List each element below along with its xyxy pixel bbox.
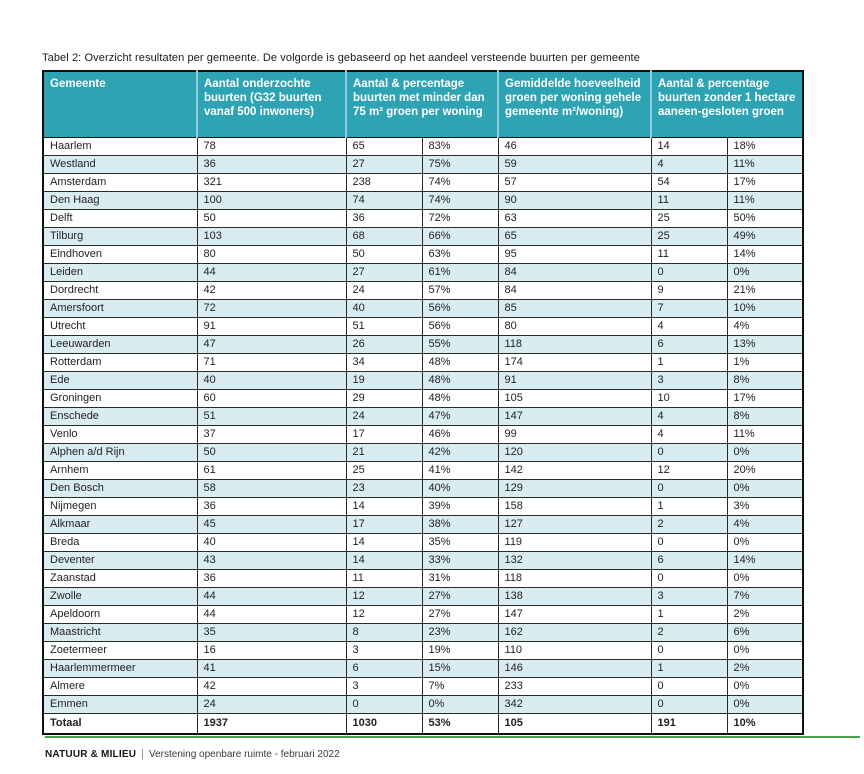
cell-value: 74% [422,173,498,191]
cell-value: 0 [651,533,727,551]
cell-value: 56% [422,317,498,335]
cell-value: 105 [498,713,651,734]
cell-value: 2% [727,659,803,677]
cell-value: 0% [727,263,803,281]
cell-value: 74% [422,191,498,209]
cell-value: 14 [346,497,422,515]
cell-value: 40 [197,371,346,389]
cell-value: 83% [422,137,498,155]
cell-value: 80 [197,245,346,263]
table-row [43,623,803,641]
cell-value: 4 [651,407,727,425]
cell-value: 46 [498,137,651,155]
cell-value: 21% [727,281,803,299]
cell-value: 35% [422,533,498,551]
cell-value: 146 [498,659,651,677]
cell-value: 174 [498,353,651,371]
cell-value: 120 [498,443,651,461]
cell-value: 24 [346,407,422,425]
cell-value: 9 [651,281,727,299]
cell-value: 3 [651,371,727,389]
table-row [43,155,803,173]
cell-value: 138 [498,587,651,605]
cell-value: 26 [346,335,422,353]
cell-value: 34 [346,353,422,371]
cell-gemeente: Arnhem [43,461,197,479]
cell-value: 46% [422,425,498,443]
cell-value: 132 [498,551,651,569]
cell-value: 2 [651,515,727,533]
cell-value: 50 [197,209,346,227]
cell-value: 191 [651,713,727,734]
cell-value: 0 [651,443,727,461]
table-row [43,695,803,713]
table-row [43,263,803,281]
table-row [43,299,803,317]
cell-value: 25 [651,227,727,245]
cell-value: 118 [498,569,651,587]
cell-value: 4 [651,317,727,335]
header-gemeente: Gemeente [43,71,197,137]
header-buurten-zonder-groen: Aantal & percentage buurten zonder 1 hectare aaneen-gesloten groen [651,71,803,137]
cell-value: 47 [197,335,346,353]
cell-gemeente: Leiden [43,263,197,281]
cell-gemeente: Alkmaar [43,515,197,533]
cell-gemeente: Den Haag [43,191,197,209]
cell-value: 66% [422,227,498,245]
cell-gemeente: Westland [43,155,197,173]
cell-value: 65 [498,227,651,245]
cell-value: 42 [197,677,346,695]
cell-value: 58 [197,479,346,497]
cell-gemeente: Zwolle [43,587,197,605]
cell-value: 15% [422,659,498,677]
cell-value: 36 [346,209,422,227]
table-row [43,317,803,335]
cell-value: 54 [651,173,727,191]
cell-value: 39% [422,497,498,515]
footer-divider-line [45,736,860,738]
cell-value: 3 [346,677,422,695]
cell-value: 36 [197,155,346,173]
cell-gemeente: Groningen [43,389,197,407]
cell-value: 65 [346,137,422,155]
table-row [43,497,803,515]
cell-value: 103 [197,227,346,245]
cell-value: 238 [346,173,422,191]
cell-value: 7 [651,299,727,317]
cell-value: 11 [346,569,422,587]
cell-value: 0 [651,695,727,713]
cell-value: 61% [422,263,498,281]
cell-value: 36 [197,569,346,587]
cell-value: 91 [498,371,651,389]
cell-value: 17 [346,515,422,533]
cell-value: 0% [727,533,803,551]
cell-value: 48% [422,371,498,389]
cell-value: 19% [422,641,498,659]
cell-value: 23% [422,623,498,641]
cell-value: 2 [651,623,727,641]
cell-gemeente: Totaal [43,713,197,734]
cell-value: 0% [727,569,803,587]
cell-value: 0% [727,695,803,713]
cell-value: 55% [422,335,498,353]
cell-value: 75% [422,155,498,173]
cell-gemeente: Zoetermeer [43,641,197,659]
cell-value: 56% [422,299,498,317]
cell-value: 7% [727,587,803,605]
cell-gemeente: Maastricht [43,623,197,641]
cell-value: 38% [422,515,498,533]
cell-value: 0% [727,443,803,461]
cell-value: 119 [498,533,651,551]
cell-gemeente: Haarlemmermeer [43,659,197,677]
cell-value: 27% [422,587,498,605]
cell-value: 27 [346,263,422,281]
cell-value: 41% [422,461,498,479]
cell-gemeente: Ede [43,371,197,389]
cell-gemeente: Apeldoorn [43,605,197,623]
cell-value: 12 [346,605,422,623]
table-row [43,587,803,605]
cell-value: 13% [727,335,803,353]
cell-value: 18% [727,137,803,155]
cell-value: 43 [197,551,346,569]
cell-value: 4% [727,317,803,335]
cell-value: 6 [346,659,422,677]
cell-value: 14 [346,551,422,569]
page-footer [45,736,860,760]
table-row [43,335,803,353]
table-row [43,137,803,155]
cell-value: 8% [727,371,803,389]
cell-value: 12 [651,461,727,479]
cell-value: 17 [346,425,422,443]
cell-value: 0 [651,641,727,659]
cell-gemeente: Leeuwarden [43,335,197,353]
cell-value: 129 [498,479,651,497]
cell-value: 0% [727,677,803,695]
cell-value: 14 [346,533,422,551]
cell-value: 40% [422,479,498,497]
cell-value: 6% [727,623,803,641]
table-row [43,533,803,551]
cell-value: 41 [197,659,346,677]
cell-value: 1 [651,353,727,371]
table-row [43,677,803,695]
cell-value: 4 [651,155,727,173]
cell-value: 44 [197,605,346,623]
table-row [43,389,803,407]
cell-value: 6 [651,335,727,353]
table-row [43,605,803,623]
cell-value: 20% [727,461,803,479]
cell-value: 61 [197,461,346,479]
cell-value: 50 [346,245,422,263]
cell-value: 11 [651,245,727,263]
cell-value: 99 [498,425,651,443]
footer-text [45,748,860,760]
cell-value: 8% [727,407,803,425]
cell-value: 42% [422,443,498,461]
table-row [43,281,803,299]
header-onderzochte-buurten: Aantal onderzochte buurten (G32 buurten vanaf 500 inwoners) [197,71,346,137]
cell-value: 85 [498,299,651,317]
cell-value: 90 [498,191,651,209]
table-row [43,551,803,569]
cell-value: 25 [346,461,422,479]
cell-value: 11% [727,155,803,173]
cell-value: 40 [197,533,346,551]
footer-doc-title: Verstening openbare ruimte - februari 2022 [149,749,340,760]
cell-value: 72% [422,209,498,227]
cell-gemeente: Emmen [43,695,197,713]
header-row [43,71,803,137]
cell-value: 100 [197,191,346,209]
cell-value: 0% [727,641,803,659]
cell-gemeente: Venlo [43,425,197,443]
table-row [43,461,803,479]
cell-value: 40 [346,299,422,317]
cell-value: 49% [727,227,803,245]
cell-value: 31% [422,569,498,587]
cell-gemeente: Amsterdam [43,173,197,191]
cell-value: 95 [498,245,651,263]
cell-value: 0 [651,263,727,281]
cell-value: 8 [346,623,422,641]
table-row [43,659,803,677]
table-row [43,569,803,587]
table-row [43,245,803,263]
cell-value: 80 [498,317,651,335]
cell-value: 21 [346,443,422,461]
table-row [43,515,803,533]
cell-value: 1937 [197,713,346,734]
cell-value: 14 [651,137,727,155]
cell-value: 63% [422,245,498,263]
cell-value: 50 [197,443,346,461]
cell-value: 48% [422,389,498,407]
cell-value: 162 [498,623,651,641]
cell-value: 63 [498,209,651,227]
cell-value: 7% [422,677,498,695]
cell-value: 68 [346,227,422,245]
cell-value: 11 [651,191,727,209]
cell-value: 23 [346,479,422,497]
cell-value: 24 [197,695,346,713]
cell-value: 59 [498,155,651,173]
results-table [42,70,804,735]
cell-value: 24 [346,281,422,299]
cell-value: 74 [346,191,422,209]
cell-value: 342 [498,695,651,713]
cell-gemeente: Utrecht [43,317,197,335]
cell-value: 14% [727,551,803,569]
cell-value: 57% [422,281,498,299]
cell-value: 17% [727,173,803,191]
cell-value: 2% [727,605,803,623]
cell-value: 105 [498,389,651,407]
cell-value: 3 [651,587,727,605]
cell-value: 51 [197,407,346,425]
cell-gemeente: Zaanstad [43,569,197,587]
table-caption: Tabel 2: Overzicht resultaten per gemeente. De volgorde is gebaseerd op het aandeel versteende buurten per gemeente [42,52,640,64]
table-header [43,71,803,137]
cell-value: 11% [727,191,803,209]
cell-value: 1 [651,659,727,677]
cell-value: 1% [727,353,803,371]
table-row [43,425,803,443]
footer-separator: | [141,748,144,760]
cell-value: 37 [197,425,346,443]
cell-gemeente: Nijmegen [43,497,197,515]
cell-value: 1030 [346,713,422,734]
cell-value: 19 [346,371,422,389]
cell-value: 84 [498,281,651,299]
cell-value: 0% [422,695,498,713]
cell-value: 53% [422,713,498,734]
table-row [43,479,803,497]
cell-gemeente: Tilburg [43,227,197,245]
cell-value: 147 [498,605,651,623]
cell-value: 29 [346,389,422,407]
cell-value: 127 [498,515,651,533]
cell-value: 17% [727,389,803,407]
cell-gemeente: Amersfoort [43,299,197,317]
cell-value: 50% [727,209,803,227]
header-buurten-minder-groen: Aantal & percentage buurten met minder dan 75 m² groen per woning [346,71,498,137]
cell-value: 0 [651,479,727,497]
table-row [43,407,803,425]
cell-value: 44 [197,263,346,281]
cell-value: 48% [422,353,498,371]
cell-value: 6 [651,551,727,569]
cell-gemeente: Rotterdam [43,353,197,371]
footer-brand: NATUUR & MILIEU [45,749,137,760]
cell-value: 78 [197,137,346,155]
cell-value: 16 [197,641,346,659]
cell-value: 84 [498,263,651,281]
cell-value: 1 [651,605,727,623]
table-row [43,641,803,659]
table-body [43,137,803,734]
cell-value: 45 [197,515,346,533]
cell-value: 233 [498,677,651,695]
cell-value: 11% [727,425,803,443]
cell-gemeente: Delft [43,209,197,227]
cell-gemeente: Breda [43,533,197,551]
cell-value: 10 [651,389,727,407]
cell-value: 158 [498,497,651,515]
cell-value: 321 [197,173,346,191]
cell-value: 3% [727,497,803,515]
table-row [43,209,803,227]
table-row [43,371,803,389]
cell-value: 36 [197,497,346,515]
cell-value: 10% [727,299,803,317]
cell-value: 147 [498,407,651,425]
cell-value: 35 [197,623,346,641]
cell-value: 142 [498,461,651,479]
cell-value: 0 [651,677,727,695]
cell-value: 47% [422,407,498,425]
cell-gemeente: Alphen a/d Rijn [43,443,197,461]
cell-value: 12 [346,587,422,605]
cell-value: 51 [346,317,422,335]
cell-value: 71 [197,353,346,371]
cell-value: 14% [727,245,803,263]
cell-gemeente: Deventer [43,551,197,569]
table-row [43,443,803,461]
cell-value: 0 [346,695,422,713]
cell-gemeente: Almere [43,677,197,695]
cell-value: 44 [197,587,346,605]
cell-value: 4 [651,425,727,443]
cell-gemeente: Eindhoven [43,245,197,263]
cell-value: 4% [727,515,803,533]
cell-value: 0% [727,479,803,497]
cell-value: 10% [727,713,803,734]
table-row [43,353,803,371]
cell-value: 25 [651,209,727,227]
table-row [43,191,803,209]
cell-gemeente: Haarlem [43,137,197,155]
cell-value: 57 [498,173,651,191]
cell-value: 60 [197,389,346,407]
cell-value: 27 [346,155,422,173]
cell-gemeente: Enschede [43,407,197,425]
total-row [43,713,803,734]
cell-value: 42 [197,281,346,299]
cell-gemeente: Dordrecht [43,281,197,299]
cell-value: 110 [498,641,651,659]
table-row [43,173,803,191]
table-row [43,227,803,245]
cell-value: 27% [422,605,498,623]
cell-value: 91 [197,317,346,335]
cell-value: 72 [197,299,346,317]
header-gemiddeld-groen: Gemiddelde hoeveelheid groen per woning gehele gemeente m²/woning) [498,71,651,137]
cell-value: 118 [498,335,651,353]
cell-value: 3 [346,641,422,659]
cell-gemeente: Den Bosch [43,479,197,497]
cell-value: 1 [651,497,727,515]
cell-value: 33% [422,551,498,569]
cell-value: 0 [651,569,727,587]
